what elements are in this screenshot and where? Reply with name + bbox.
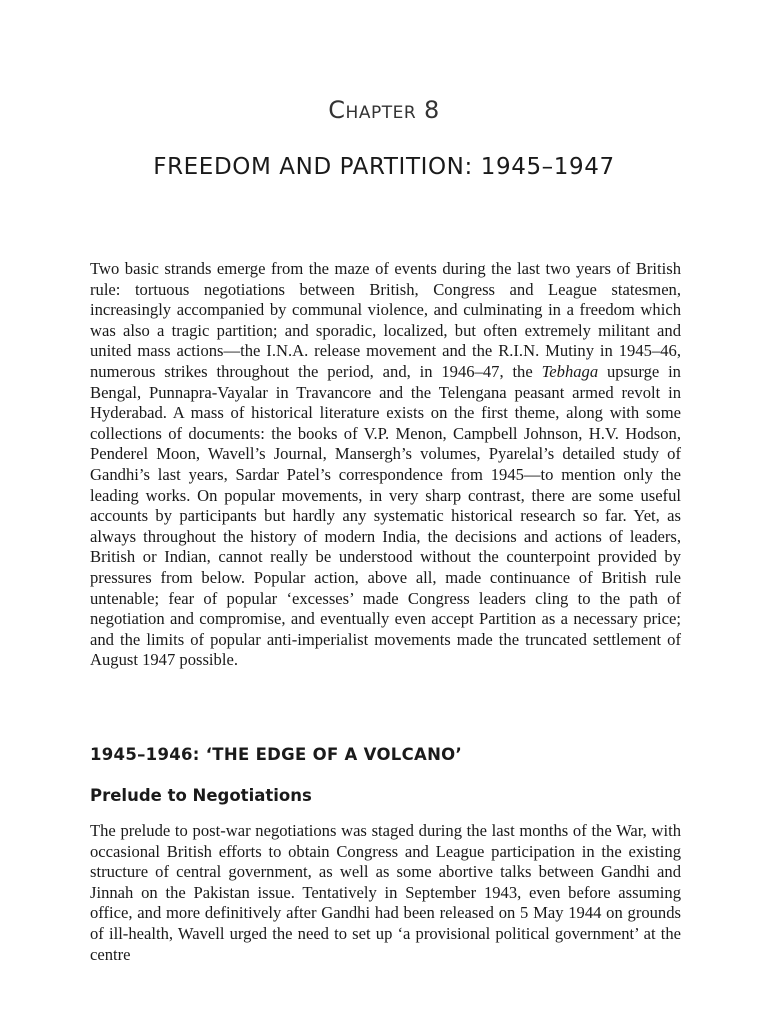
intro-paragraph-part-1: Two basic strands emerge from the maze of events during the last two years of British rule: tortuous negotiations between British, Congress and League statesmen, increasingly accompanied by communal violence, and culminating in a freedom which was also a tragic partition; and sporadic, localized, but often extremely militant and united mass actions—the I.N.A. release movement and the R.I.N. Mutiny in 1945–46, numerous strikes throughout the period, and, in 1946–47, the [90,259,681,381]
section-heading: 1945–1946: ‘THE EDGE OF A VOLCANO’ [90,745,463,764]
intro-paragraph [90,259,681,671]
chapter-label-initial: C [328,96,346,124]
prelude-paragraph: The prelude to post-war negotiations was staged during the last months of the War, with occasional British efforts to obtain Congress and League participation in the existing structure of central government, as well as some abortive talks between Gandhi and Jinnah on the Pakistan issue. Tentatively in September 1943, even before assuming office, and more definitively after Gandhi had been released on 5 May 1944 on grounds of ill-health, Wavell urged the need to set up ‘a provisional political government’ at the centre [90,821,681,964]
subsection-heading: Prelude to Negotiations [90,786,312,805]
chapter-title: FREEDOM AND PARTITION: 1945–1947 [153,154,615,180]
chapter-number: 8 [423,96,440,124]
chapter-label [0,96,768,124]
intro-paragraph-part-2: upsurge in Bengal, Punnapra-Vayalar in Travancore and the Telengana peasant armed revolt in Hyderabad. A mass of historical literature exists on the first theme, along with some collections of documents: the books of V.P. Menon, Campbell Johnson, H.V. Hodson, Penderel Moon, Wavell’s Journal, Mansergh’s volumes, Pyarelal’s detailed study of Gandhi’s last years, Sardar Patel’s correspondence from 1945—to mention only the leading works. On popular movements, in very sharp contrast, there are some useful accounts by participants but hardly any systematic historical research so far. Yet, as always throughout the history of modern India, the decisions and actions of leaders, British or Indian, cannot really be understood without the counterpoint provided by pressures from below. Popular action, above all, made continuance of British rule untenable; fear of popular ‘excesses’ made Congress leaders cling to the path of negotiation and compromise, and eventually even accept Partition as a necessary price; and the limits of popular anti-imperialist movements made the truncated settlement of August 1947 possible. [90,361,681,670]
chapter-label-rest: HAPTER [345,103,417,123]
intro-paragraph-italic-term: Tebhaga [541,361,599,381]
